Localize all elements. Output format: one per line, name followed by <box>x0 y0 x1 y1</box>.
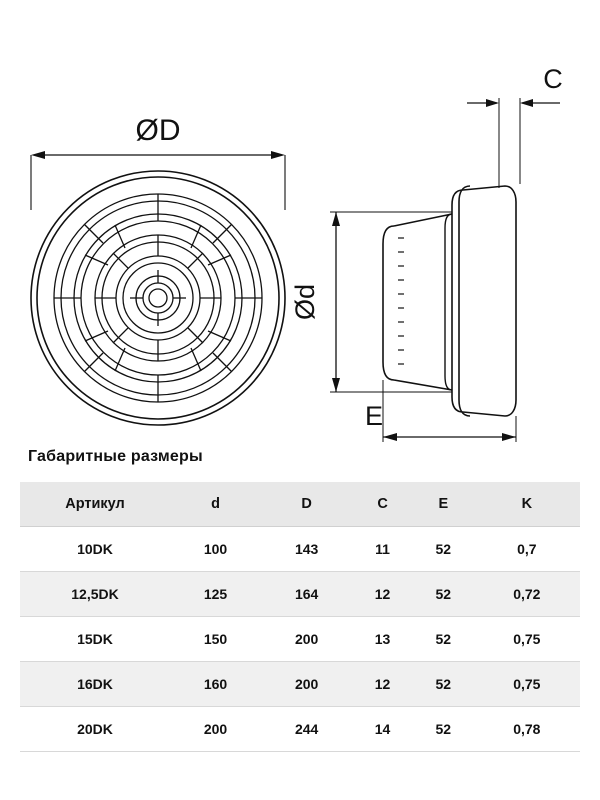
table-title: Габаритные размеры <box>28 448 203 465</box>
cell-K: 0,75 <box>474 617 580 662</box>
cell-article: 12,5DK <box>20 572 170 617</box>
cell-K: 0,72 <box>474 572 580 617</box>
cell-article: 16DK <box>20 662 170 707</box>
column-header-K: K <box>474 482 580 527</box>
cell-article: 10DK <box>20 527 170 572</box>
column-header-D: D <box>261 482 352 527</box>
cell-K: 0,75 <box>474 662 580 707</box>
cell-article: 20DK <box>20 707 170 752</box>
cell-E: 52 <box>413 572 474 617</box>
cell-C: 12 <box>352 572 413 617</box>
cell-E: 52 <box>413 527 474 572</box>
table-row <box>20 617 580 662</box>
side-view-section <box>383 186 516 416</box>
label-outer-diameter: ØD <box>135 114 181 147</box>
cell-d: 150 <box>170 617 261 662</box>
cell-E: 52 <box>413 662 474 707</box>
dimensions-table <box>20 482 580 752</box>
cell-K: 0,7 <box>474 527 580 572</box>
cell-D: 200 <box>261 662 352 707</box>
cell-D: 200 <box>261 617 352 662</box>
cell-d: 125 <box>170 572 261 617</box>
column-header-d: d <box>170 482 261 527</box>
cell-D: 164 <box>261 572 352 617</box>
cell-K: 0,78 <box>474 707 580 752</box>
cell-D: 143 <box>261 527 352 572</box>
front-view-grille <box>31 171 285 425</box>
table-header-row <box>20 482 580 527</box>
label-depth-e: E <box>364 401 384 431</box>
dimension-thickness-c <box>467 98 560 188</box>
cell-C: 13 <box>352 617 413 662</box>
cell-E: 52 <box>413 707 474 752</box>
table-row <box>20 572 580 617</box>
label-thickness-c: C <box>543 64 563 94</box>
column-header-article: Артикул <box>20 482 170 527</box>
column-header-C: C <box>352 482 413 527</box>
cell-D: 244 <box>261 707 352 752</box>
cell-article: 15DK <box>20 617 170 662</box>
label-inner-diameter: Ød <box>290 283 320 321</box>
cell-C: 12 <box>352 662 413 707</box>
table-row <box>20 527 580 572</box>
dimension-inner-diameter <box>330 212 452 392</box>
cell-C: 14 <box>352 707 413 752</box>
cell-d: 200 <box>170 707 261 752</box>
cell-C: 11 <box>352 527 413 572</box>
table-row <box>20 662 580 707</box>
cell-E: 52 <box>413 617 474 662</box>
cell-d: 100 <box>170 527 261 572</box>
table-row <box>20 707 580 752</box>
column-header-E: E <box>413 482 474 527</box>
cell-d: 160 <box>170 662 261 707</box>
